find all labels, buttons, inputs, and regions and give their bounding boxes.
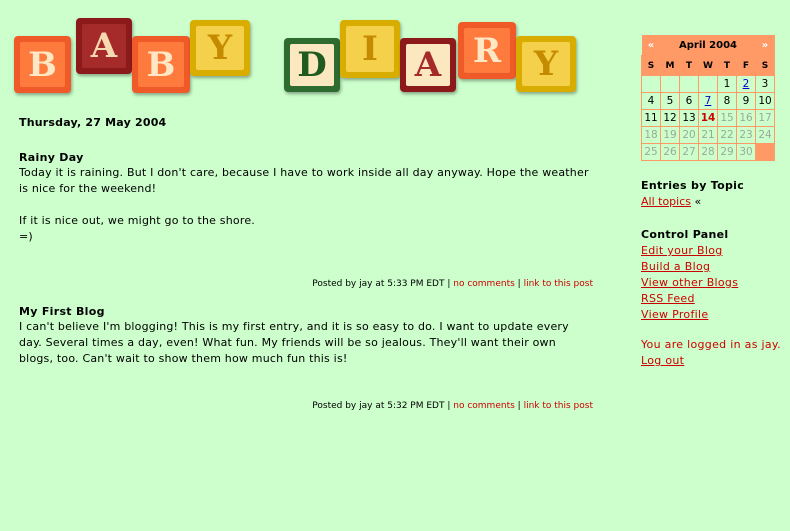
separator: |	[447, 401, 451, 411]
post-title: My First Blog	[19, 305, 105, 318]
baby-diary-banner	[0, 0, 600, 100]
calendar-weekday-label: W	[699, 56, 718, 76]
letter-block-r: R	[458, 22, 516, 79]
edit-blog-link[interactable]: Edit your Blog	[641, 244, 723, 257]
calendar-day: 23	[737, 127, 756, 144]
current-topic-marker: «	[694, 195, 702, 208]
calendar-weekday-label: F	[737, 56, 756, 76]
separator: |	[447, 279, 451, 289]
calendar-day-link[interactable]	[737, 76, 756, 93]
calendar-day: 15	[718, 110, 737, 127]
all-topics-link[interactable]: All topics	[641, 195, 691, 208]
calendar-day: 5	[661, 93, 680, 110]
calendar-day: 1	[718, 76, 737, 93]
calendar-day: 18	[642, 127, 661, 144]
view-other-blogs-link[interactable]: View other Blogs	[641, 276, 739, 289]
build-blog-link[interactable]: Build a Blog	[641, 260, 711, 273]
calendar-day: 24	[756, 127, 775, 144]
calendar-weekday-label: M	[661, 56, 680, 76]
post-paragraph: Today it is raining. But I don't care, because I have to work inside all day anyway. Hope the weather is nice for the weekend!	[19, 166, 589, 195]
letter-block-a: A	[400, 38, 456, 92]
calendar-weekday-label: T	[680, 56, 699, 76]
calendar-day: 19	[661, 127, 680, 144]
calendar-day: 29	[718, 144, 737, 161]
separator: |	[517, 401, 521, 411]
control-panel-heading: Control Panel	[641, 228, 729, 241]
post-body	[19, 165, 593, 245]
sidebar	[641, 35, 781, 369]
topics-list	[641, 194, 781, 210]
entry-date-header: Thursday, 27 May 2004	[19, 116, 167, 129]
calendar-day: 25	[642, 144, 661, 161]
letter-block-i: I	[340, 20, 400, 78]
calendar-day: 16	[737, 110, 756, 127]
letter-block-b: B	[132, 36, 190, 93]
calendar-empty-cell	[680, 76, 699, 93]
calendar-day: 11	[642, 110, 661, 127]
calendar-day: 13	[680, 110, 699, 127]
calendar-day: 9	[737, 93, 756, 110]
calendar-day: 26	[661, 144, 680, 161]
calendar-weekday-label: S	[756, 56, 775, 76]
calendar-day: 30	[737, 144, 756, 161]
blog-post	[19, 151, 593, 289]
main-content	[19, 116, 593, 427]
calendar-day: 10	[756, 93, 775, 110]
calendar-day-link[interactable]	[699, 93, 718, 110]
calendar-empty-cell	[642, 76, 661, 93]
calendar-next-month[interactable]: »	[756, 35, 775, 56]
post-meta: Posted by jay at 5:32 PM EDT	[312, 401, 445, 411]
calendar-empty-cell	[661, 76, 680, 93]
logout-link[interactable]: Log out	[641, 354, 685, 367]
login-status	[641, 337, 781, 369]
calendar-today: 14	[699, 110, 718, 127]
calendar-day: 22	[718, 127, 737, 144]
separator: |	[517, 279, 521, 289]
post-paragraph: I can't believe I'm blogging! This is my first entry, and it is so easy to do. I want to update every day. Several times a day, even! What fun. My friends will be so jealous. They'll want their own blogs, too. Can't wait to show them how much fun this is!	[19, 320, 569, 365]
post-title: Rainy Day	[19, 151, 84, 164]
calendar-empty-cell	[699, 76, 718, 93]
permalink-link[interactable]: link to this post	[523, 279, 593, 289]
topics-heading: Entries by Topic	[641, 179, 745, 192]
calendar-day: 17	[756, 110, 775, 127]
post-paragraph: If it is nice out, we might go to the shore. =)	[19, 214, 255, 243]
calendar-day: 12	[661, 110, 680, 127]
post-body	[19, 319, 593, 367]
permalink-link[interactable]: link to this post	[523, 401, 593, 411]
calendar-day: 3	[756, 76, 775, 93]
view-profile-link[interactable]: View Profile	[641, 308, 709, 321]
rss-feed-link[interactable]: RSS Feed	[641, 292, 695, 305]
letter-block-a: A	[76, 18, 132, 74]
calendar-month-title: April 2004	[661, 35, 756, 56]
calendar-day: 20	[680, 127, 699, 144]
comments-link[interactable]: no comments	[453, 279, 515, 289]
comments-link[interactable]: no comments	[453, 401, 515, 411]
calendar-day: 6	[680, 93, 699, 110]
post-footer	[19, 279, 593, 289]
letter-block-y: Y	[190, 20, 250, 76]
calendar	[641, 35, 775, 161]
calendar-day: 21	[699, 127, 718, 144]
letter-block-d: D	[284, 38, 340, 92]
calendar-day: 8	[718, 93, 737, 110]
blog-post	[19, 305, 593, 411]
calendar-prev-month[interactable]: «	[642, 35, 661, 56]
calendar-day-link-text[interactable]: 7	[704, 95, 712, 107]
letter-block-y: Y	[516, 36, 576, 92]
calendar-day-link-text[interactable]: 2	[742, 78, 750, 90]
calendar-day: 4	[642, 93, 661, 110]
calendar-day: 28	[699, 144, 718, 161]
post-footer	[19, 401, 593, 411]
calendar-empty-cell	[756, 144, 775, 161]
post-meta: Posted by jay at 5:33 PM EDT	[312, 279, 445, 289]
calendar-weekday-label: S	[642, 56, 661, 76]
letter-block-b: B	[14, 36, 71, 93]
login-text: You are logged in as jay.	[641, 338, 781, 351]
calendar-day: 27	[680, 144, 699, 161]
calendar-weekday-label: T	[718, 56, 737, 76]
